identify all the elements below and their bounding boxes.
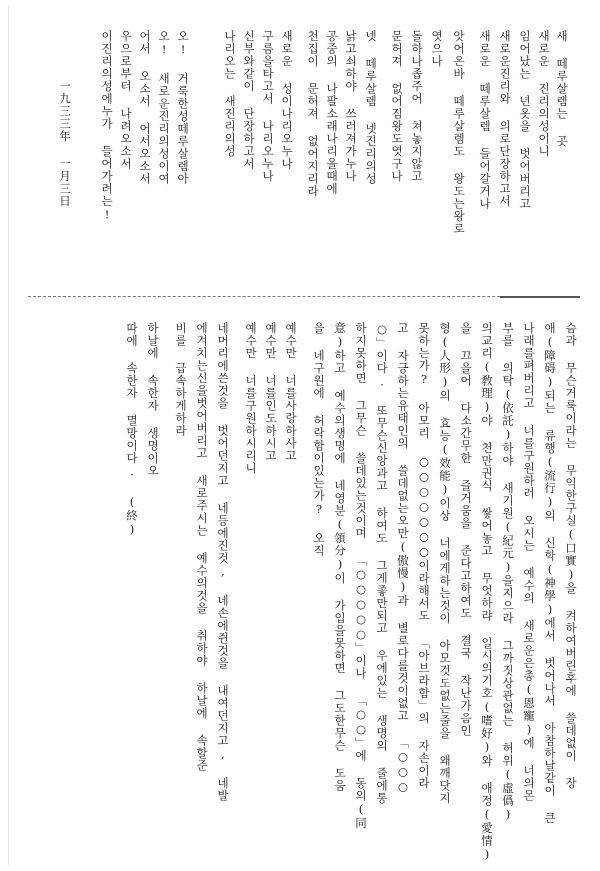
- essay-line: 나래를펴버리고 너를구원하러 오시는 예수의 새로운은총(恩寵)에 너의몬: [522, 322, 536, 802]
- poem-line: 우으로부터 나려오소서: [119, 30, 133, 170]
- poem-line: 구름을타고서 나리오누나: [261, 30, 275, 183]
- essay-line: 예수만 너를인도하시고: [264, 322, 278, 462]
- essay-line: 슴과 무슨거룩이라는 무익한구실(口實)을 켜하여버린후에 쓸데없이 장: [564, 322, 578, 790]
- poem-line: 이진리의성에누가 들어가려는!: [100, 30, 114, 223]
- poem-line: 임어났는 년옷을 벗어버리고: [518, 30, 532, 210]
- poem-line: 신부와같이 단장하고서: [242, 30, 256, 170]
- essay-line: 예수만 너를구원하시리니: [244, 322, 258, 475]
- poem-line: 앗어온바 떼루살렘도 왕도는왕로: [452, 30, 466, 235]
- essay-line: 에겨치는신을벗어버리고 새로주시는 예수의것을 취하야 하날에 속할준: [195, 322, 209, 772]
- essay-line: 형(人形)의 효능(效能)이상 너에게하는것이 아모것도없는줄을 왜깨닷지: [438, 322, 452, 805]
- essay-line: ○」이다. 또무슨신앙과고 하여도 그게좋만되고 우에있는 생명의 줄에통: [375, 322, 389, 805]
- poem-date: 一九三三年 一月三日: [58, 80, 72, 208]
- poem-line: 새 떼루살렘는 곳: [555, 30, 569, 148]
- poem-line: 돌하나좁주어 쳐놓지않고: [410, 30, 424, 183]
- section-divider: [28, 296, 580, 297]
- essay-line: 못하는가? 아모리 ○○○○○○○이라해서도 「아브라함」의 자손이라: [417, 322, 431, 790]
- essay-line: 意)하고 예수의생명에 네영분(領分)이 가입을못하면 그도한무슨 도움: [333, 322, 347, 792]
- essay-line: 예수만 너를사랑하사고: [284, 322, 298, 462]
- poem-line: 새로운진리와 의로단장하고서: [498, 30, 512, 208]
- poem-line: 나리오는 새진리의성: [223, 30, 237, 158]
- poem-line: 엿으나: [430, 30, 444, 68]
- scan-smudge: [500, 296, 580, 298]
- poem-line: 새로운 떼루살렘 들어갈거나: [478, 30, 492, 210]
- essay-line: 고 자긍하는유태인의 쓸데없는오만(傲慢)과 별로다를것이없고 「○○○: [396, 322, 410, 795]
- poem-line: 문허져 없어짐왕도엿구나: [390, 30, 404, 183]
- poem-line: 넷 떼루살렘 넷진리의성: [364, 30, 378, 185]
- poem-line: 공중의 나팔소래나리올때에: [325, 30, 339, 195]
- essay-line: 네머리에쓴것을 벗어던지고 네등에진것, 네손에쥔것을 내여던지고, 네발: [216, 322, 230, 802]
- essay-line: 을 네구원에 허락함이있는가? 오직: [312, 322, 326, 557]
- essay-line: 을 끄을어 다소간무한 즐거움을 준다고하여도 결국 작난가음인: [459, 322, 473, 737]
- poem-line: 새로운 성이나리오누나: [280, 30, 294, 170]
- essay-line: 의교리(敎理)야 천만권식 쌓어놓고 무엇하랴 일시의기호(嗜好)와 애정(愛情): [480, 322, 494, 862]
- essay-line: 하지못하면 그무슨 쓸데있는것이며 「○○○○○」이나 「○○」에 동의(同: [354, 322, 368, 830]
- poem-line: 오! 거룩한성떼루살렘아: [176, 30, 190, 185]
- poem-line: 낡고쇠하야 쓰러져가누나: [344, 30, 358, 183]
- essay-line: 애(障碍)되는 류행(流行)의 신학(神學)에서 벗어나서 아참하날같이 큰: [543, 322, 557, 825]
- essay-line: 따에 속한자 멸망이다. (終): [125, 322, 139, 537]
- essay-line: 하날에 속한자 생명이오: [146, 322, 160, 477]
- poem-line: 오! 새로운진리의성이여: [157, 30, 171, 185]
- poem-line: 어서 오소서 어서오소서: [138, 30, 152, 185]
- essay-line: 비를 급속하게하라: [174, 322, 188, 437]
- poem-line: 천집이 문허져 없어지리라: [306, 30, 320, 198]
- poem-line: 새로운 진리의성이니: [537, 30, 551, 158]
- essay-line: 부를 의탁(依託)하야 새기원(紀元)을지으라 그까짓상관없는 허위(虛僞): [501, 322, 515, 822]
